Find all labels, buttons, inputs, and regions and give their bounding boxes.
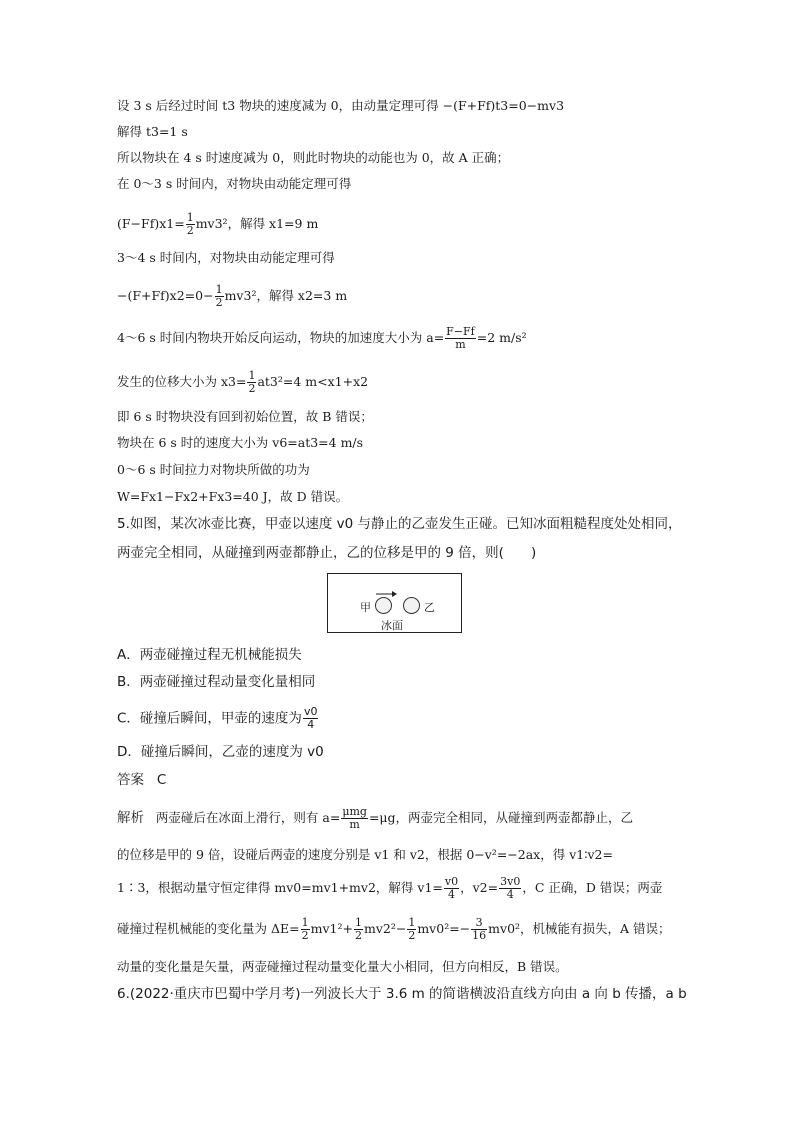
fraction-numerator: 1 [215, 283, 223, 296]
stone-yi-label: 乙 [424, 601, 435, 614]
analysis-text: mv1²+ [310, 921, 353, 936]
fraction-half [247, 370, 256, 395]
solution-line-8 [117, 326, 527, 351]
analysis-text: ，C 正确，D 错误；两壶 [522, 880, 663, 895]
analysis-line-4 [117, 917, 671, 942]
analysis-text: 1∶3，根据动量守恒定律得 mv0=mv1+mv2，解得 v1= [117, 880, 443, 895]
fraction-v0-over-4 [303, 706, 319, 731]
option-a: A．两壶碰撞过程无机械能损失 [117, 647, 302, 663]
ice-surface-label: 冰面 [381, 619, 403, 632]
fraction-denominator: 2 [186, 224, 194, 237]
fraction-acceleration [445, 326, 476, 351]
solution-line-11: 物块在 6 s 时的速度大小为 v6=at3=4 m/s [117, 435, 364, 450]
equation-left: −(F+Ff)x2=0− [117, 288, 214, 303]
analysis-text: 碰撞过程机械能的变化量为 ΔE= [117, 921, 300, 936]
fraction-half [301, 917, 310, 942]
question-5-stem-1: 5.如图，某次冰壶比赛，甲壶以速度 v0 与静止的乙壶发生正碰。已知冰面粗糙程度处处相同， [117, 516, 682, 532]
fraction-numerator: v0 [444, 875, 459, 888]
option-d: D．碰撞后瞬间，乙壶的速度为 v0 [117, 744, 324, 760]
analysis-text: =μg，两壶完全相同，从碰撞到两壶都静止，乙 [368, 810, 634, 825]
solution-line-2: 解得 t3=1 s [117, 124, 188, 139]
stone-jia [375, 597, 392, 614]
fraction-half [215, 284, 224, 309]
analysis-line-5: 动量的变化量是矢量，两壶碰撞过程动量变化量大小相同，但方向相反，B 错误。 [117, 959, 568, 974]
equation-left: 4～6 s 时间内物块开始反向运动，物块的加速度大小为 a= [117, 330, 445, 345]
answer-label: 答案 [117, 772, 144, 788]
fraction-numerator: 3v0 [500, 875, 521, 888]
fraction-numerator: v0 [303, 705, 318, 718]
fraction-numerator: 1 [354, 916, 362, 929]
fraction-numerator: F−Ff [446, 325, 475, 338]
fraction-numerator: 1 [408, 916, 416, 929]
fraction-numerator: 3 [471, 917, 487, 930]
answer-value: C [156, 772, 167, 788]
solution-line-5 [117, 212, 318, 237]
solution-line-7 [117, 284, 347, 309]
analysis-label: 解析 [117, 810, 144, 826]
option-c [117, 706, 319, 731]
analysis-text: mv0²，机械能有损失，A 错误； [488, 921, 671, 936]
fraction-denominator: m [455, 338, 466, 351]
fraction-numerator: 1 [186, 211, 194, 224]
fraction-v1 [444, 876, 459, 901]
fraction-denominator: 2 [301, 929, 309, 942]
fraction-mu-m-g [341, 806, 368, 831]
analysis-text: mv2²− [363, 921, 407, 936]
fraction-numerator: 1 [248, 369, 256, 382]
fraction-denominator: 2 [354, 929, 362, 942]
fraction-half [354, 917, 363, 942]
equation-right: at3²=4 m<x1+x2 [257, 374, 369, 389]
fraction-3-over-16 [471, 917, 487, 942]
solution-line-6: 3～4 s 时间内，对物块由动能定理可得 [117, 250, 335, 265]
solution-line-3: 所以物块在 4 s 时速度减为 0，则此时物块的动能也为 0，故 A 正确； [117, 150, 510, 165]
equation-left: 发生的位移大小为 x3= [117, 374, 247, 389]
solution-line-13: W=Fx1−Fx2+Fx3=40 J，故 D 错误。 [117, 489, 349, 504]
answer-line [117, 770, 166, 790]
analysis-line-1 [117, 806, 633, 831]
fraction-denominator: 2 [215, 296, 223, 309]
fraction-numerator: 1 [301, 916, 309, 929]
analysis-line-2: 的位移是甲的 9 倍，设碰后两壶的速度分别是 v1 和 v2，根据 0−v²=−2ax，得 v1∶v2= [117, 847, 613, 862]
fraction-numerator: μmg [342, 805, 367, 818]
stone-jia-label: 甲 [360, 601, 371, 614]
question-6-stem: 6.(2022·重庆市巴蜀中学月考)一列波长大于 3.6 m 的简谐横波沿直线方向由 a 向 b 传播，a b [117, 986, 687, 1002]
solution-line-1: 设 3 s 后经过时间 t3 物块的速度减为 0，由动量定理可得 −(F+Ff)t3=0−mv3 [117, 98, 565, 113]
solution-line-9 [117, 370, 368, 395]
equation-right: mv3²，解得 x2=3 m [224, 288, 348, 303]
equation-left: (F−Ff)x1= [117, 216, 185, 231]
option-b: B．两壶碰撞过程动量变化量相同 [117, 674, 316, 690]
solution-line-12: 0～6 s 时间拉力对物块所做的功为 [117, 462, 310, 477]
analysis-text: mv0²=− [417, 921, 471, 936]
stone-yi [403, 597, 420, 614]
solution-line-4: 在 0～3 s 时间内，对物块由动能定理可得 [117, 176, 352, 191]
fraction-denominator: m [349, 818, 360, 831]
fraction-denominator: 4 [448, 888, 456, 901]
fraction-half [407, 917, 416, 942]
fraction-denominator: 16 [472, 929, 487, 942]
analysis-text: 两壶碰后在冰面上滑行，则有 a= [155, 810, 341, 825]
fraction-denominator: 4 [506, 888, 514, 901]
fraction-denominator: 4 [307, 718, 315, 731]
curling-figure [327, 573, 462, 633]
equation-right: =2 m/s² [476, 330, 527, 345]
question-5-stem-2: 两壶完全相同，从碰撞到两壶都静止，乙的位移是甲的 9 倍，则( ) [117, 545, 537, 561]
equation-right: mv3²，解得 x1=9 m [195, 216, 319, 231]
option-c-text: C．碰撞后瞬间，甲壶的速度为 [117, 710, 302, 727]
fraction-half [186, 212, 195, 237]
fraction-denominator: 2 [248, 382, 256, 395]
fraction-denominator: 2 [408, 929, 416, 942]
solution-line-10: 即 6 s 时物块没有回到初始位置，故 B 错误； [117, 409, 373, 424]
fraction-v2 [499, 876, 521, 901]
analysis-line-3 [117, 876, 662, 901]
analysis-text: ，v2= [460, 880, 499, 895]
